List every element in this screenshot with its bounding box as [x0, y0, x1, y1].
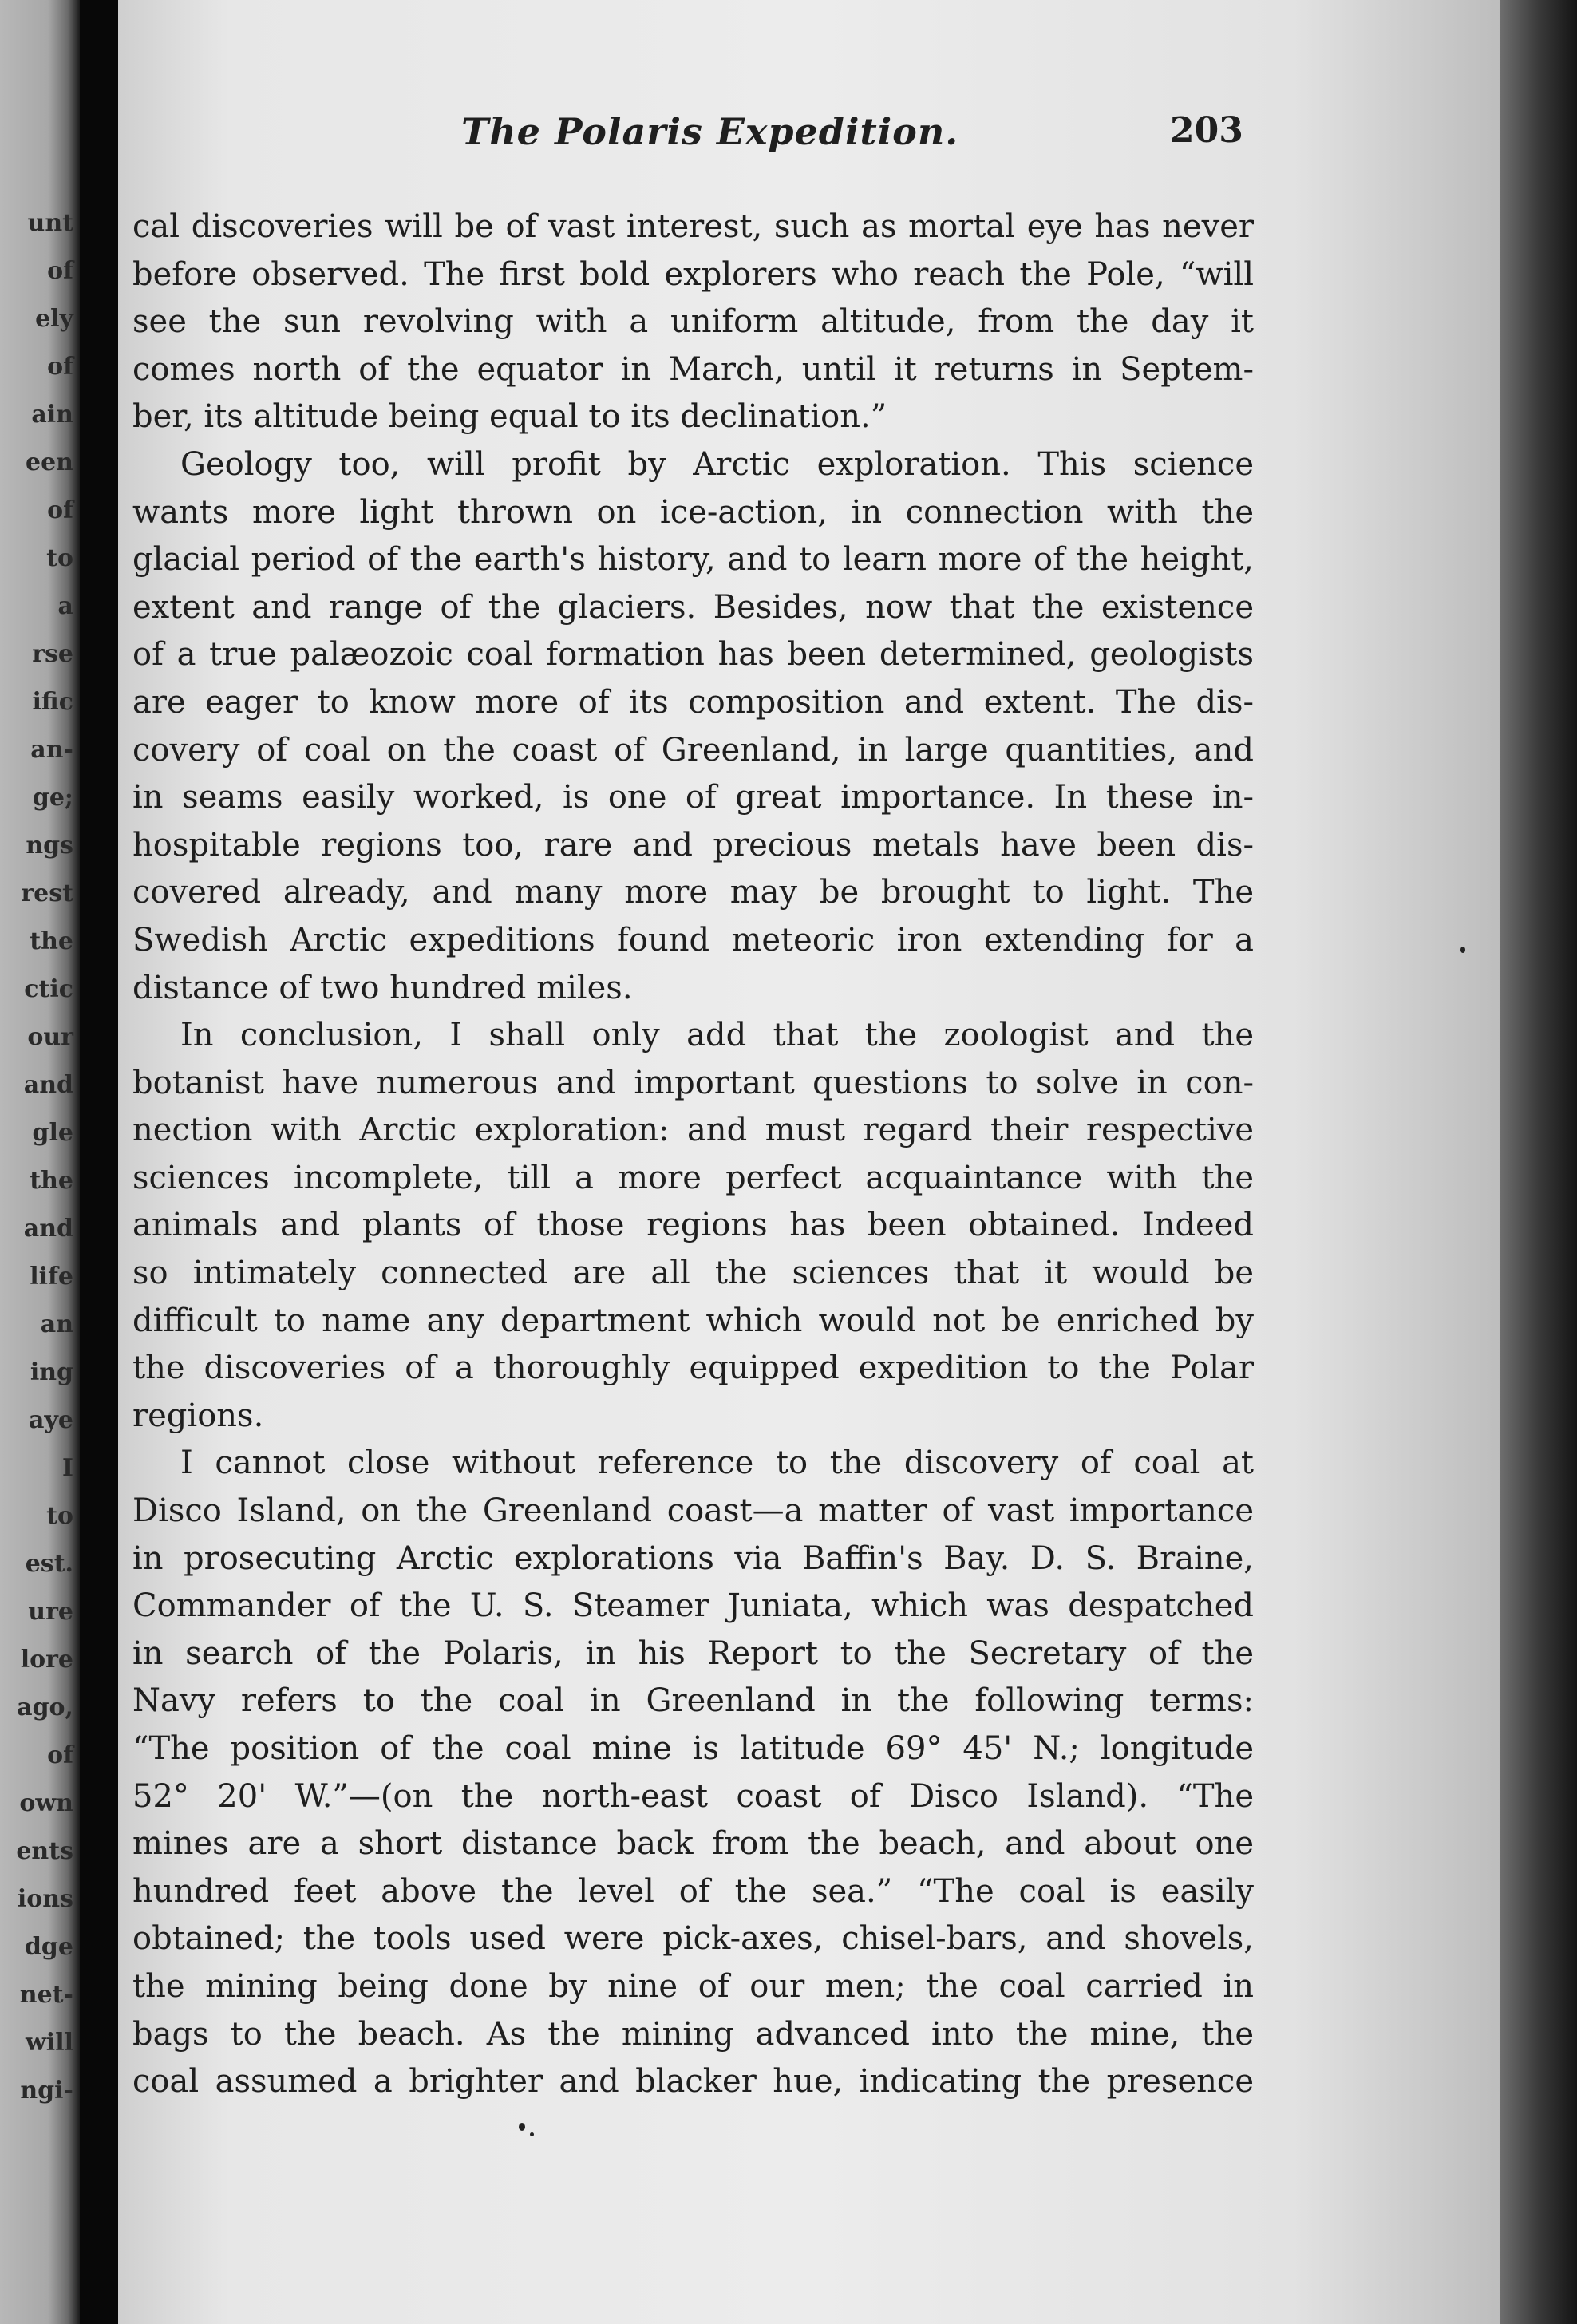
text-line: the mining being done by nine of our men; the coal carried in: [132, 1967, 1254, 2005]
text-line: Commander of the U. S. Steamer Juniata, which was despatched: [132, 1587, 1254, 1625]
text-line: extent and range of the glaciers. Besides, now that the existence: [132, 588, 1254, 626]
margin-fragment: to: [46, 1502, 73, 1530]
margin-fragment: rse: [32, 640, 73, 668]
book-page: [118, 0, 1500, 2324]
margin-fragment: een: [26, 449, 73, 476]
page-number: 203: [1170, 110, 1243, 151]
text-line: covery of coal on the coast of Greenland, in large quantities, and: [132, 731, 1254, 769]
text-line: obtained; the tools used were pick-axes, chisel-bars, and shovels,: [132, 1920, 1254, 1958]
margin-fragment: ure: [28, 1598, 73, 1626]
text-line: Disco Island, on the Greenland coast—a matter of vast importance: [132, 1492, 1254, 1530]
margin-fragment: to: [46, 544, 73, 572]
text-line: regions.: [132, 1397, 264, 1434]
margin-fragment: the: [30, 1167, 73, 1195]
margin-fragment: ngs: [26, 832, 73, 860]
margin-fragment: ge;: [32, 784, 73, 812]
text-line: cal discoveries will be of vast interest, such as mortal eye has never: [132, 208, 1254, 245]
margin-fragment: ific: [32, 688, 73, 716]
text-line: of a true palæozoic coal formation has been determined, geologists: [132, 636, 1254, 674]
text-line: before observed. The first bold explorers who reach the Pole, “will: [132, 255, 1254, 293]
text-line: covered already, and many more may be brought to light. The: [132, 874, 1254, 911]
margin-fragment: est.: [25, 1550, 73, 1578]
text-line: are eager to know more of its composition and extent. The dis-: [132, 683, 1254, 721]
ink-speck: [519, 2123, 525, 2131]
margin-fragment: and: [23, 1215, 73, 1243]
text-line: hundred feet above the level of the sea.” “The coal is easily: [132, 1872, 1254, 1910]
page-body: [132, 204, 1254, 2106]
text-line: 52° 20' W.”—(on the north-east coast of Disco Island). “The: [132, 1777, 1254, 1815]
text-line: comes north of the equator in March, until it returns in Septem-: [132, 350, 1254, 388]
text-line: in seams easily worked, is one of great importance. In these in-: [132, 779, 1254, 816]
margin-fragment: and: [23, 1071, 73, 1099]
margin-fragment: aye: [29, 1406, 73, 1434]
margin-fragment: I: [61, 1454, 73, 1482]
paragraph-start: I cannot close without reference to the discovery of coal at: [180, 1445, 1254, 1482]
previous-page-edge: [0, 0, 80, 2324]
margin-fragment: of: [47, 353, 73, 381]
margin-fragment: will: [25, 2029, 73, 2057]
margin-fragment: an: [40, 1310, 73, 1338]
margin-fragment: ing: [30, 1358, 73, 1386]
text-line: see the sun revolving with a uniform altitude, from the day it: [132, 303, 1254, 341]
paragraph-start: Geology too, will profit by Arctic exploration. This science: [180, 445, 1254, 483]
book-gutter: [80, 0, 118, 2324]
margin-fragment: own: [19, 1789, 73, 1817]
margin-fragment: ctic: [24, 975, 73, 1003]
text-line: coal assumed a brighter and blacker hue, indicating the presence: [132, 2063, 1254, 2101]
text-line: nection with Arctic exploration: and must regard their respective: [132, 1112, 1254, 1149]
margin-fragment: of: [47, 257, 73, 285]
text-line: the discoveries of a thoroughly equipped expedition to the Polar: [132, 1350, 1254, 1387]
text-line: mines are a short distance back from the beach, and about one: [132, 1825, 1254, 1863]
running-head: The Polaris Expedition.: [461, 110, 959, 153]
margin-fragment: lore: [20, 1646, 73, 1674]
text-line: ber, its altitude being equal to its declination.”: [132, 398, 887, 436]
text-line: distance of two hundred miles.: [132, 969, 633, 1006]
margin-fragment: ions: [17, 1885, 73, 1913]
text-line: glacial period of the earth's history, and to learn more of the height,: [132, 541, 1254, 579]
text-line: in prosecuting Arctic explorations via Baffin's Bay. D. S. Braine,: [132, 1539, 1254, 1577]
text-line: hospitable regions too, rare and precious metals have been dis-: [132, 826, 1254, 864]
margin-fragment: rest: [21, 879, 73, 907]
text-line: wants more light thrown on ice-action, in connection with the: [132, 493, 1254, 531]
margin-fragment: net-: [19, 1981, 73, 2009]
text-line: bags to the beach. As the mining advanced into the mine, the: [132, 2015, 1254, 2053]
margin-fragment: ain: [31, 401, 73, 429]
margin-fragment: our: [27, 1023, 73, 1051]
margin-fragment: an-: [30, 736, 73, 764]
margin-fragment: dge: [24, 1933, 73, 1961]
text-line: “The position of the coal mine is latitude 69° 45' N.; longitude: [132, 1730, 1254, 1767]
paragraph-start: In conclusion, I shall only add that the zoologist and the: [180, 1017, 1254, 1054]
ink-speck: [530, 2132, 534, 2136]
margin-fragment: of: [47, 1741, 73, 1769]
margin-fragment: a: [57, 592, 73, 620]
text-line: animals and plants of those regions has been obtained. Indeed: [132, 1207, 1254, 1244]
text-line: sciences incomplete, till a more perfect acquaintance with the: [132, 1159, 1254, 1196]
margin-fragment: unt: [27, 209, 73, 237]
ink-speck: [1460, 947, 1465, 953]
margin-fragment: ago,: [17, 1694, 73, 1721]
text-line: in search of the Polaris, in his Report to the Secretary of the: [132, 1634, 1254, 1672]
margin-fragment: the: [30, 927, 73, 955]
margin-fragment: ngi-: [20, 2077, 73, 2105]
margin-fragment: ents: [16, 1837, 73, 1865]
margin-fragment: gle: [32, 1119, 73, 1147]
margin-fragment: of: [47, 496, 73, 524]
margin-fragment: ely: [35, 305, 73, 333]
text-line: so intimately connected are all the sciences that it would be: [132, 1255, 1254, 1292]
text-line: Swedish Arctic expeditions found meteoric iron extending for a: [132, 921, 1254, 958]
text-line: Navy refers to the coal in Greenland in the following terms:: [132, 1682, 1254, 1720]
text-line: difficult to name any department which would not be enriched by: [132, 1302, 1254, 1339]
text-line: botanist have numerous and important questions to solve in con-: [132, 1064, 1254, 1101]
page-edge-shadow: [1500, 0, 1577, 2324]
margin-fragment: life: [30, 1263, 73, 1290]
